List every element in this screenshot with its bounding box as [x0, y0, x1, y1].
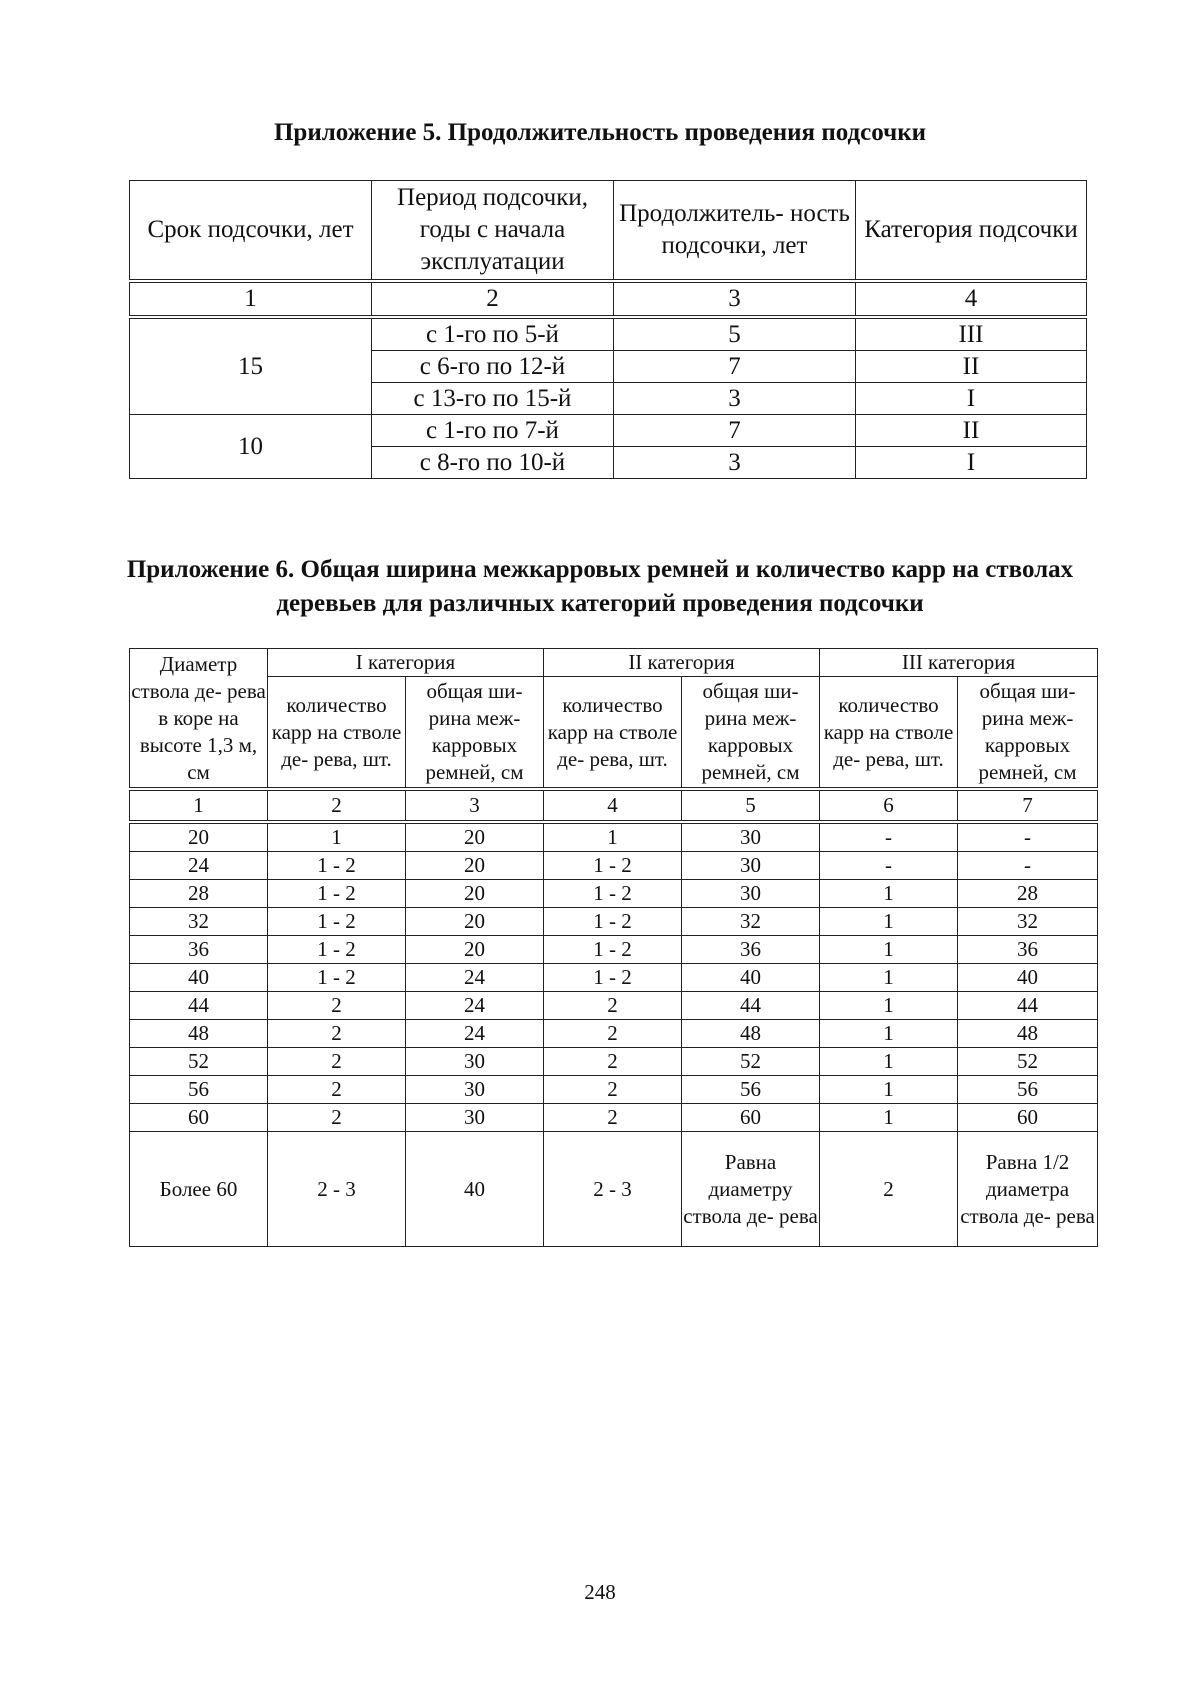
cat2-count-cell: 2	[544, 1104, 682, 1132]
cat2-width-cell: 30	[682, 852, 820, 880]
cat1-width-cell: 20	[406, 880, 544, 908]
diameter-cell: 24	[130, 852, 268, 880]
header-count: количество карр на стволе де- рева, шт.	[544, 677, 682, 790]
diameter-cell: 28	[130, 880, 268, 908]
cat3-width-cell: -	[958, 852, 1098, 880]
table-row	[130, 936, 1098, 964]
cat1-count-cell: 1 - 2	[268, 852, 406, 880]
period-cell: с 1-го по 7-й	[372, 415, 614, 447]
cat1-width-cell: 30	[406, 1076, 544, 1104]
cat2-count-cell: 1 - 2	[544, 880, 682, 908]
cat3-count-cell: 1	[820, 964, 958, 992]
cat1-width-cell: 30	[406, 1104, 544, 1132]
cat3-count-cell: 1	[820, 1076, 958, 1104]
cat1-width-cell: 40	[406, 1132, 544, 1247]
cat3-width-cell: 28	[958, 880, 1098, 908]
term-cell: 10	[130, 415, 372, 479]
cat2-width-cell: 30	[682, 822, 820, 852]
table-row	[130, 1020, 1098, 1048]
cat1-count-cell: 1 - 2	[268, 908, 406, 936]
cat1-count-cell: 1 - 2	[268, 936, 406, 964]
duration-cell: 5	[614, 317, 856, 351]
duration-cell: 7	[614, 415, 856, 447]
cat3-count-cell: -	[820, 822, 958, 852]
header-count: количество карр на стволе де- рева, шт.	[268, 677, 406, 790]
diameter-cell: 40	[130, 964, 268, 992]
diameter-cell: 20	[130, 822, 268, 852]
cat3-count-cell: 1	[820, 908, 958, 936]
diameter-cell: 32	[130, 908, 268, 936]
cat2-count-cell: 2	[544, 1076, 682, 1104]
cat2-count-cell: 1 - 2	[544, 852, 682, 880]
column-number: 4	[544, 789, 682, 822]
column-number: 2	[372, 281, 614, 317]
cat1-width-cell: 20	[406, 822, 544, 852]
cat3-count-cell: 1	[820, 880, 958, 908]
cat3-width-cell: 36	[958, 936, 1098, 964]
appendix5-table	[129, 180, 1087, 479]
table-row	[130, 992, 1098, 1020]
cat2-count-cell: 1	[544, 822, 682, 852]
header-category-1: I категория	[268, 649, 544, 677]
diameter-cell: 56	[130, 1076, 268, 1104]
cat1-width-cell: 30	[406, 1048, 544, 1076]
cat1-count-cell: 2	[268, 1020, 406, 1048]
sub-header-row	[130, 677, 1098, 790]
diameter-cell: 48	[130, 1020, 268, 1048]
appendix6-table	[129, 648, 1098, 1247]
category-cell: I	[856, 383, 1087, 415]
cat2-width-cell: 32	[682, 908, 820, 936]
period-cell: с 8-го по 10-й	[372, 447, 614, 479]
cat2-width-cell: Равна диаметру ствола де- рева	[682, 1132, 820, 1247]
table-row	[130, 1132, 1098, 1247]
column-number: 7	[958, 789, 1098, 822]
cat2-width-cell: 52	[682, 1048, 820, 1076]
cat2-width-cell: 56	[682, 1076, 820, 1104]
table-row	[130, 1048, 1098, 1076]
column-number: 6	[820, 789, 958, 822]
table-row	[130, 1076, 1098, 1104]
cat2-width-cell: 30	[682, 880, 820, 908]
cat3-count-cell: 1	[820, 1048, 958, 1076]
cat1-width-cell: 24	[406, 992, 544, 1020]
table-row	[130, 415, 1087, 447]
cat3-width-cell: 40	[958, 964, 1098, 992]
cat2-count-cell: 1 - 2	[544, 964, 682, 992]
cat1-width-cell: 20	[406, 936, 544, 964]
duration-cell: 3	[614, 447, 856, 479]
cat2-count-cell: 2 - 3	[544, 1132, 682, 1247]
appendix6-body	[130, 822, 1098, 1247]
cat2-width-cell: 40	[682, 964, 820, 992]
appendix6-title: Приложение 6. Общая ширина межкарровых ремней и количество карр на стволах деревьев для различных категорий проведения подсочки	[126, 556, 1074, 617]
cat2-count-cell: 2	[544, 1048, 682, 1076]
cat3-width-cell: Равна 1/2 диаметра ствола де- рева	[958, 1132, 1098, 1247]
table-row	[130, 964, 1098, 992]
table-row	[130, 822, 1098, 852]
diameter-cell: 36	[130, 936, 268, 964]
header-width: общая ши- рина меж- карровых ремней, см	[682, 677, 820, 790]
cat3-count-cell: 1	[820, 992, 958, 1020]
cat2-width-cell: 60	[682, 1104, 820, 1132]
period-cell: с 13-го по 15-й	[372, 383, 614, 415]
column-number: 2	[268, 789, 406, 822]
cat1-count-cell: 1 - 2	[268, 880, 406, 908]
header-period: Период подсочки, годы с начала эксплуатации	[372, 181, 614, 282]
cat1-count-cell: 2	[268, 1076, 406, 1104]
table-row	[130, 880, 1098, 908]
cat1-width-cell: 24	[406, 1020, 544, 1048]
table-row	[130, 852, 1098, 880]
cat3-count-cell: 2	[820, 1132, 958, 1247]
cat3-count-cell: 1	[820, 936, 958, 964]
header-category-3: III категория	[820, 649, 1098, 677]
table-header-row	[130, 181, 1087, 282]
cat3-width-cell: 48	[958, 1020, 1098, 1048]
category-cell: II	[856, 351, 1087, 383]
diameter-cell: 44	[130, 992, 268, 1020]
category-cell: I	[856, 447, 1087, 479]
category-cell: III	[856, 317, 1087, 351]
cat3-width-cell: 56	[958, 1076, 1098, 1104]
column-number: 4	[856, 281, 1087, 317]
cat3-width-cell: 32	[958, 908, 1098, 936]
period-cell: с 1-го по 5-й	[372, 317, 614, 351]
cat3-width-cell: 60	[958, 1104, 1098, 1132]
header-term: Срок подсочки, лет	[130, 181, 372, 282]
cat1-count-cell: 2 - 3	[268, 1132, 406, 1247]
diameter-cell: 52	[130, 1048, 268, 1076]
header-count: количество карр на стволе де- рева, шт.	[820, 677, 958, 790]
column-number: 1	[130, 281, 372, 317]
diameter-cell: Более 60	[130, 1132, 268, 1247]
table-row	[130, 317, 1087, 351]
header-diameter: Диаметр ствола де- рева в коре на высоте 1,3 м, см	[130, 649, 268, 790]
duration-cell: 3	[614, 383, 856, 415]
column-number: 3	[614, 281, 856, 317]
duration-cell: 7	[614, 351, 856, 383]
cat3-width-cell: -	[958, 822, 1098, 852]
cat2-width-cell: 48	[682, 1020, 820, 1048]
cat1-width-cell: 20	[406, 908, 544, 936]
header-category: Категория подсочки	[856, 181, 1087, 282]
cat1-count-cell: 1 - 2	[268, 964, 406, 992]
cat3-count-cell: 1	[820, 1104, 958, 1132]
header-duration: Продолжитель- ность подсочки, лет	[614, 181, 856, 282]
cat1-count-cell: 2	[268, 1104, 406, 1132]
cat1-count-cell: 2	[268, 992, 406, 1020]
cat1-width-cell: 20	[406, 852, 544, 880]
diameter-cell: 60	[130, 1104, 268, 1132]
cat2-width-cell: 36	[682, 936, 820, 964]
cat1-width-cell: 24	[406, 964, 544, 992]
term-cell: 15	[130, 317, 372, 415]
column-number-row	[130, 789, 1098, 822]
cat3-count-cell: -	[820, 852, 958, 880]
header-width: общая ши- рина меж- карровых ремней, см	[406, 677, 544, 790]
header-category-2: II категория	[544, 649, 820, 677]
cat1-count-cell: 2	[268, 1048, 406, 1076]
period-cell: с 6-го по 12-й	[372, 351, 614, 383]
column-number: 5	[682, 789, 820, 822]
cat2-count-cell: 2	[544, 1020, 682, 1048]
column-number: 1	[130, 789, 268, 822]
cat2-width-cell: 44	[682, 992, 820, 1020]
category-cell: II	[856, 415, 1087, 447]
header-width: общая ши- рина меж- карровых ремней, см	[958, 677, 1098, 790]
appendix5-title: Приложение 5. Продолжительность проведения подсочки	[273, 119, 927, 146]
cat1-count-cell: 1	[268, 822, 406, 852]
cat2-count-cell: 1 - 2	[544, 908, 682, 936]
category-header-row	[130, 649, 1098, 677]
column-number-row	[130, 281, 1087, 317]
table-row	[130, 1104, 1098, 1132]
cat3-width-cell: 52	[958, 1048, 1098, 1076]
cat3-width-cell: 44	[958, 992, 1098, 1020]
cat2-count-cell: 2	[544, 992, 682, 1020]
column-number: 3	[406, 789, 544, 822]
cat2-count-cell: 1 - 2	[544, 936, 682, 964]
table-row	[130, 908, 1098, 936]
page-number: 248	[584, 1580, 616, 1604]
cat3-count-cell: 1	[820, 1020, 958, 1048]
